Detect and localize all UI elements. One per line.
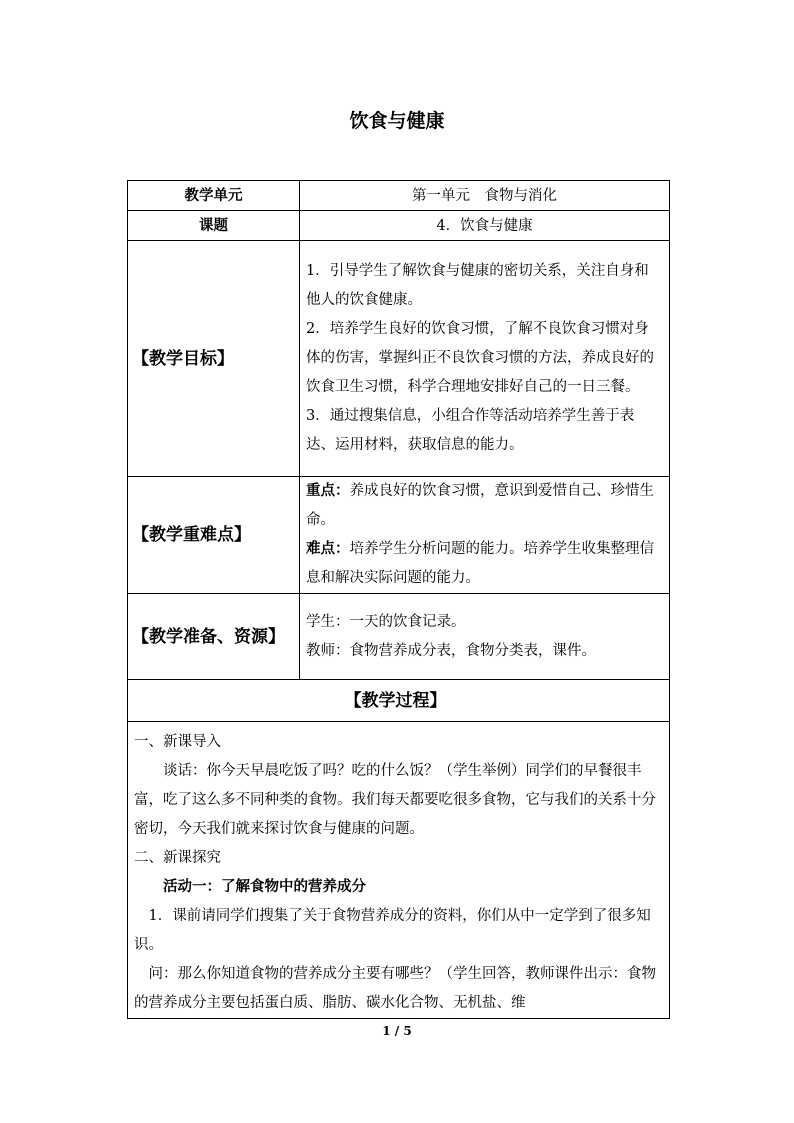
hard-point-text: 培养学生分析问题的能力。培养学生收集整理信息和解决实际问题的能力。 [306, 541, 654, 586]
goal-item: 3．通过搜集信息，小组合作等活动培养学生善于表达、运用材料，获取信息的能力。 [306, 408, 635, 453]
process-paragraph: 1．课前请同学们搜集了关于食物营养成分的资料，你们从中一定学到了很多知识。 [134, 908, 651, 953]
lesson-plan-table [127, 180, 670, 1019]
key-point-label: 重点： [306, 483, 350, 499]
table-row [128, 211, 670, 241]
process-content [128, 722, 670, 1019]
table-row [128, 722, 670, 1019]
activity-heading: 活动一：了解食物中的营养成分 [163, 879, 366, 895]
prep-label: 【教学准备、资源】 [128, 594, 300, 680]
goal-item: 2．培养学生良好的饮食习惯，了解不良饮食习惯对身体的伤害，掌握纠正不良饮食习惯的方法，养成良好的饮食卫生习惯，科学合理地安排好自己的一日三餐。 [306, 321, 654, 395]
section-heading: 一、新课导入 [134, 734, 221, 750]
page-number: 1 / 5 [382, 1024, 412, 1038]
keypoints-content [300, 477, 670, 594]
key-point [306, 477, 663, 535]
topic-label: 课题 [128, 211, 300, 241]
prep-item: 学生：一天的饮食记录。 [306, 613, 466, 630]
section-heading: 二、新课探究 [134, 850, 221, 866]
table-row [128, 241, 670, 477]
keypoints-label: 【教学重难点】 [128, 477, 300, 594]
hard-point [306, 535, 663, 593]
prep-content [300, 594, 670, 680]
process-paragraph: 问：那么你知道食物的营养成分主要有哪些？（学生回答，教师课件出示：食物的营养成分主要包括蛋白质、脂肪、碳水化合物、无机盐、维 [134, 966, 656, 1011]
table-row [128, 594, 670, 680]
table-row [128, 477, 670, 594]
topic-value: 4．饮食与健康 [300, 211, 670, 241]
process-header: 【教学过程】 [128, 680, 670, 722]
process-paragraph: 谈话：你今天早晨吃饭了吗？吃的什么饭？（学生举例）同学们的早餐很丰富，吃了这么多不同种类的食物。我们每天都要吃很多食物，它与我们的关系十分密切，今天我们就来探讨饮食与健康的问题。 [134, 763, 656, 837]
table-row [128, 181, 670, 211]
page-title: 饮食与健康 [349, 110, 445, 132]
key-point-text: 养成良好的饮食习惯，意识到爱惜自己、珍惜生命。 [306, 483, 654, 528]
goals-content [300, 241, 670, 477]
goals-label: 【教学目标】 [128, 241, 300, 477]
prep-item: 教师：食物营养成分表，食物分类表，课件。 [306, 642, 596, 659]
unit-label: 教学单元 [128, 181, 300, 211]
table-row [128, 680, 670, 722]
unit-value: 第一单元 食物与消化 [300, 181, 670, 211]
goal-item: 1．引导学生了解饮食与健康的密切关系，关注自身和他人的饮食健康。 [306, 263, 649, 308]
hard-point-label: 难点： [306, 541, 350, 557]
